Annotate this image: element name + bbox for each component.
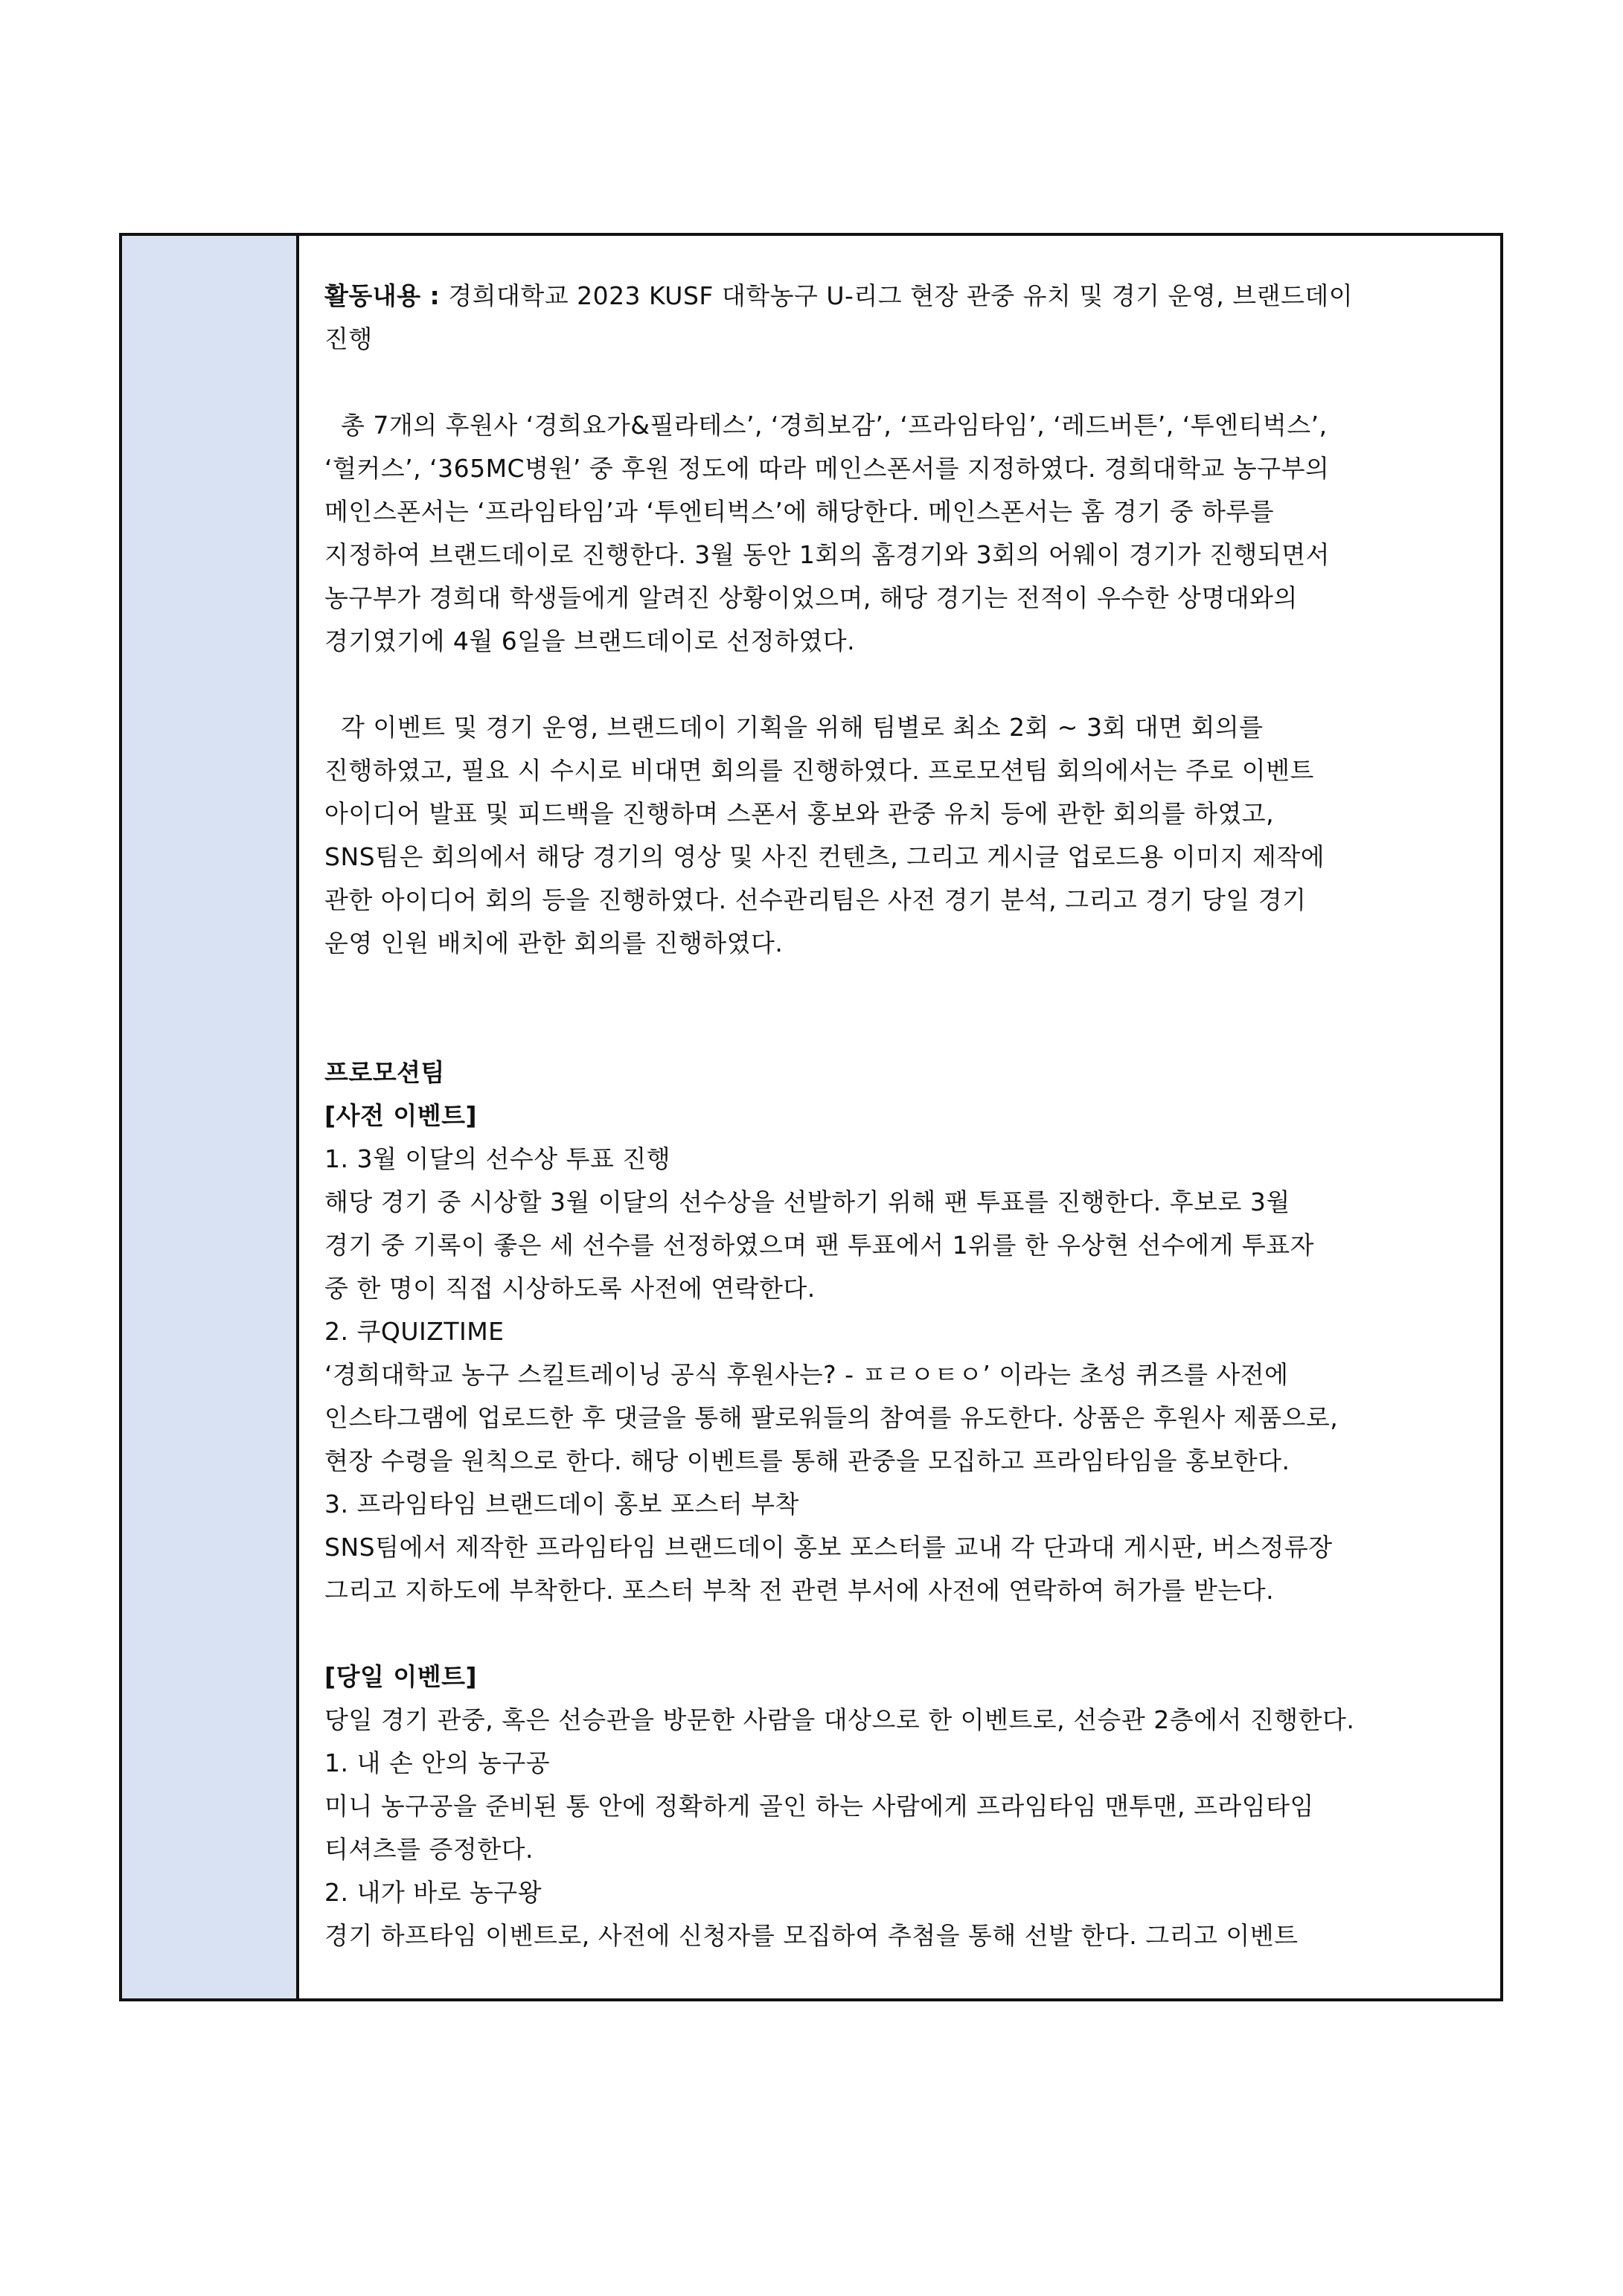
paragraph-line: 운영 인원 배치에 관한 회의를 진행하였다. — [324, 929, 784, 958]
day-event-list — [324, 1699, 1493, 1957]
activity-label: 활동내용 : — [324, 281, 441, 310]
list-item: SNS팀에서 제작한 프라임타임 브랜드데이 홍보 포스터를 교내 각 단과대 게시판, 버스정류장 — [324, 1533, 1333, 1562]
list-item: ‘경희대학교 농구 스킬트레이닝 공식 후원사는? - ㅍㄹㅇㅌㅇ’ 이라는 초성 퀴즈를 사전에 — [324, 1360, 1289, 1389]
paragraph-line: 관한 아이디어 회의 등을 진행하였다. 선수관리팀은 사전 경기 분석, 그리고 경기 당일 경기 — [324, 885, 1307, 914]
list-item: 경기 중 기록이 좋은 세 선수를 선정하였으며 팬 투표에서 1위를 한 우상현 선수에게 투표자 — [324, 1231, 1314, 1260]
list-item: 현장 수령을 원칙으로 한다. 해당 이벤트를 통해 관중을 모집하고 프라임타임을 홍보한다. — [324, 1446, 1290, 1475]
activity-summary: 경희대학교 2023 KUSF 대학농구 U-리그 현장 관중 유치 및 경기 운영, 브랜드데이 — [440, 281, 1354, 310]
paragraph-line: 진행하였고, 필요 시 수시로 비대면 회의를 진행하였다. 프로모션팀 회의에서는 주로 이벤트 — [324, 756, 1314, 785]
list-item: 티셔츠를 증정한다. — [324, 1835, 534, 1864]
table-content-cell — [299, 236, 1500, 1998]
pre-event-list — [324, 1138, 1493, 1612]
list-item: 경기 하프타임 이벤트로, 사전에 신청자를 모집하여 추첨을 통해 선발 한다. 그리고 이벤트 — [324, 1921, 1299, 1950]
activity-line-1 — [324, 275, 1493, 318]
list-item: 당일 경기 관중, 혹은 선승관을 방문한 사람을 대상으로 한 이벤트로, 선승관 2층에서 진행한다. — [324, 1705, 1355, 1734]
list-item: 그리고 지하도에 부착한다. 포스터 부착 전 관련 부서에 사전에 연락하여 허가를 받는다. — [324, 1576, 1275, 1605]
paragraph-line: 메인스폰서는 ‘프라임타임’과 ‘투엔티벅스’에 해당한다. 메인스폰서는 홈 경기 중 하루를 — [324, 497, 1275, 526]
paragraph-line: 각 이벤트 및 경기 운영, 브랜드데이 기획을 위해 팀별로 최소 2회 ~ 3회 대면 회의를 — [324, 713, 1264, 742]
list-item: 3. 프라임타임 브랜드데이 홍보 포스터 부착 — [324, 1489, 799, 1519]
list-item: 인스타그램에 업로드한 후 댓글을 통해 팔로워들의 참여를 유도한다. 상품은 후원사 제품으로, — [324, 1403, 1339, 1432]
sponsor-paragraph — [324, 404, 1493, 663]
paragraph-line: ‘헐커스’, ‘365MC병원’ 중 후원 정도에 따라 메인스폰서를 지정하였다. 경희대학교 농구부의 — [324, 454, 1330, 483]
list-item: 1. 내 손 안의 농구공 — [324, 1748, 551, 1777]
list-item: 해당 경기 중 시상할 3월 이달의 선수상을 선발하기 위해 팬 투표를 진행한다. 후보로 3월 — [324, 1187, 1290, 1216]
table-label-column — [122, 236, 299, 1998]
pre-event-heading: [사전 이벤트] — [324, 1101, 478, 1130]
activity-line-2: 진행 — [324, 324, 373, 353]
day-event-heading: [당일 이벤트] — [324, 1662, 478, 1691]
promotion-team-heading: 프로모션팀 — [324, 1058, 445, 1087]
paragraph-line: SNS팀은 회의에서 해당 경기의 영상 및 사진 컨텐츠, 그리고 게시글 업로드용 이미지 제작에 — [324, 842, 1325, 871]
list-item: 중 한 명이 직접 시상하도록 사전에 연락한다. — [324, 1274, 816, 1303]
paragraph-line: 아이디어 발표 및 피드백을 진행하며 스폰서 홍보와 관중 유치 등에 관한 회의를 하였고, — [324, 799, 1275, 828]
activity-table — [119, 233, 1503, 2001]
list-item: 미니 농구공을 준비된 통 안에 정확하게 골인 하는 사람에게 프라임타임 맨투맨, 프라임타임 — [324, 1792, 1314, 1821]
paragraph-line: 총 7개의 후원사 ‘경희요가&필라테스’, ‘경희보감’, ‘프라임타임’, ‘레드버튼’, ‘투엔티벅스’, — [324, 411, 1328, 440]
paragraph-line: 지정하여 브랜드데이로 진행한다. 3월 동안 1회의 홈경기와 3회의 어웨이 경기가 진행되면서 — [324, 540, 1330, 569]
list-item: 1. 3월 이달의 선수상 투표 진행 — [324, 1144, 671, 1173]
paragraph-line: 경기였기에 4월 6일을 브랜드데이로 선정하였다. — [324, 626, 856, 655]
list-item: 2. 쿠QUIZTIME — [324, 1317, 505, 1346]
list-item: 2. 내가 바로 농구왕 — [324, 1878, 542, 1907]
meeting-paragraph — [324, 706, 1493, 965]
paragraph-line: 농구부가 경희대 학생들에게 알려진 상황이었으며, 해당 경기는 전적이 우수한 상명대와의 — [324, 583, 1298, 612]
